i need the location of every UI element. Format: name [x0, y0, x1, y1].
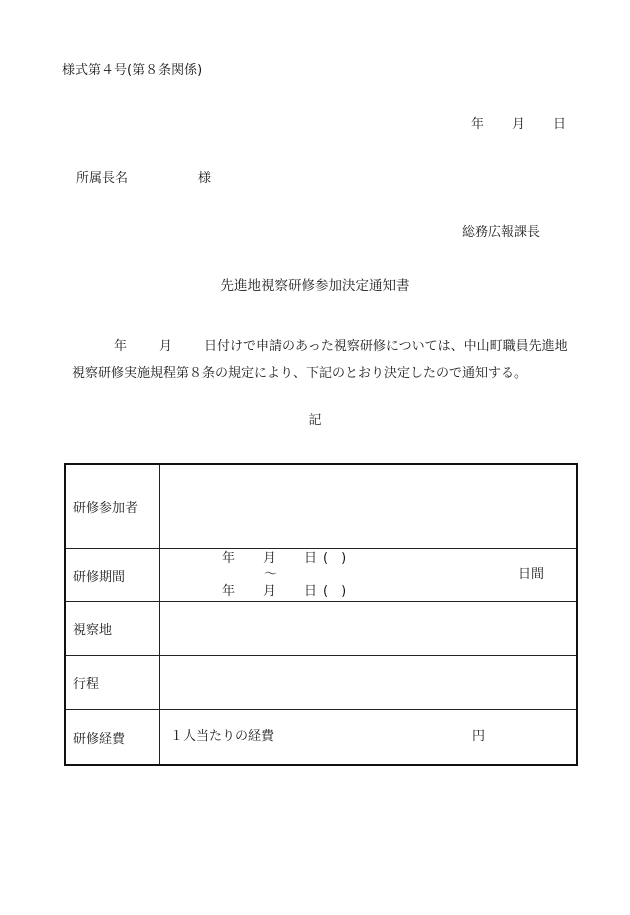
date-month: 月 [511, 117, 525, 132]
participants-value [160, 464, 578, 549]
body-line-1-text: 日付けで申請のあった視察研修については、中山町職員先進地 [204, 339, 568, 354]
addressee-label: 所属長名 [76, 171, 129, 186]
issue-date [471, 118, 566, 131]
table-row-period [65, 549, 577, 602]
date-year: 年 [470, 117, 484, 132]
body-year: 年 [114, 339, 128, 354]
body-line-2: 視察研修実施規程第８条の規定により、下記のとおり決定したので通知する。 [72, 366, 528, 381]
cost-label: 研修経費 [65, 710, 160, 766]
participants-label: 研修参加者 [65, 464, 160, 549]
cost-unit: 円 [472, 729, 486, 744]
period-label: 研修期間 [65, 549, 160, 602]
table-row-site [65, 602, 577, 656]
body-text [72, 333, 592, 387]
period-days: 日間 [517, 567, 544, 582]
date-day: 日 [552, 117, 566, 132]
cost-per-person: １人当たりの経費 [170, 729, 275, 744]
itinerary-value [160, 656, 578, 710]
document-title: 先進地視察研修参加決定通知書 [220, 278, 410, 294]
sender: 総務広報課長 [461, 225, 540, 240]
table-row-participants [65, 464, 577, 549]
body-line-1 [72, 333, 592, 360]
site-value [160, 602, 578, 656]
ki-heading: 記 [308, 413, 322, 428]
addressee-honorific: 様 [198, 171, 212, 186]
period-value [160, 549, 578, 602]
addressee [76, 172, 211, 185]
site-label: 視察地 [65, 602, 160, 656]
table-row-cost [65, 710, 577, 766]
form-number: 様式第４号(第８条関係) [62, 63, 203, 78]
period-start: 年 月 日 ( ) [222, 551, 347, 566]
itinerary-label: 行程 [65, 656, 160, 710]
cost-value [160, 710, 578, 766]
period-end: 年 月 日 ( ) [222, 584, 347, 599]
table-row-itinerary [65, 656, 577, 710]
detail-table [64, 463, 578, 766]
body-month: 月 [159, 339, 173, 354]
period-tilde: ～ [264, 567, 278, 582]
